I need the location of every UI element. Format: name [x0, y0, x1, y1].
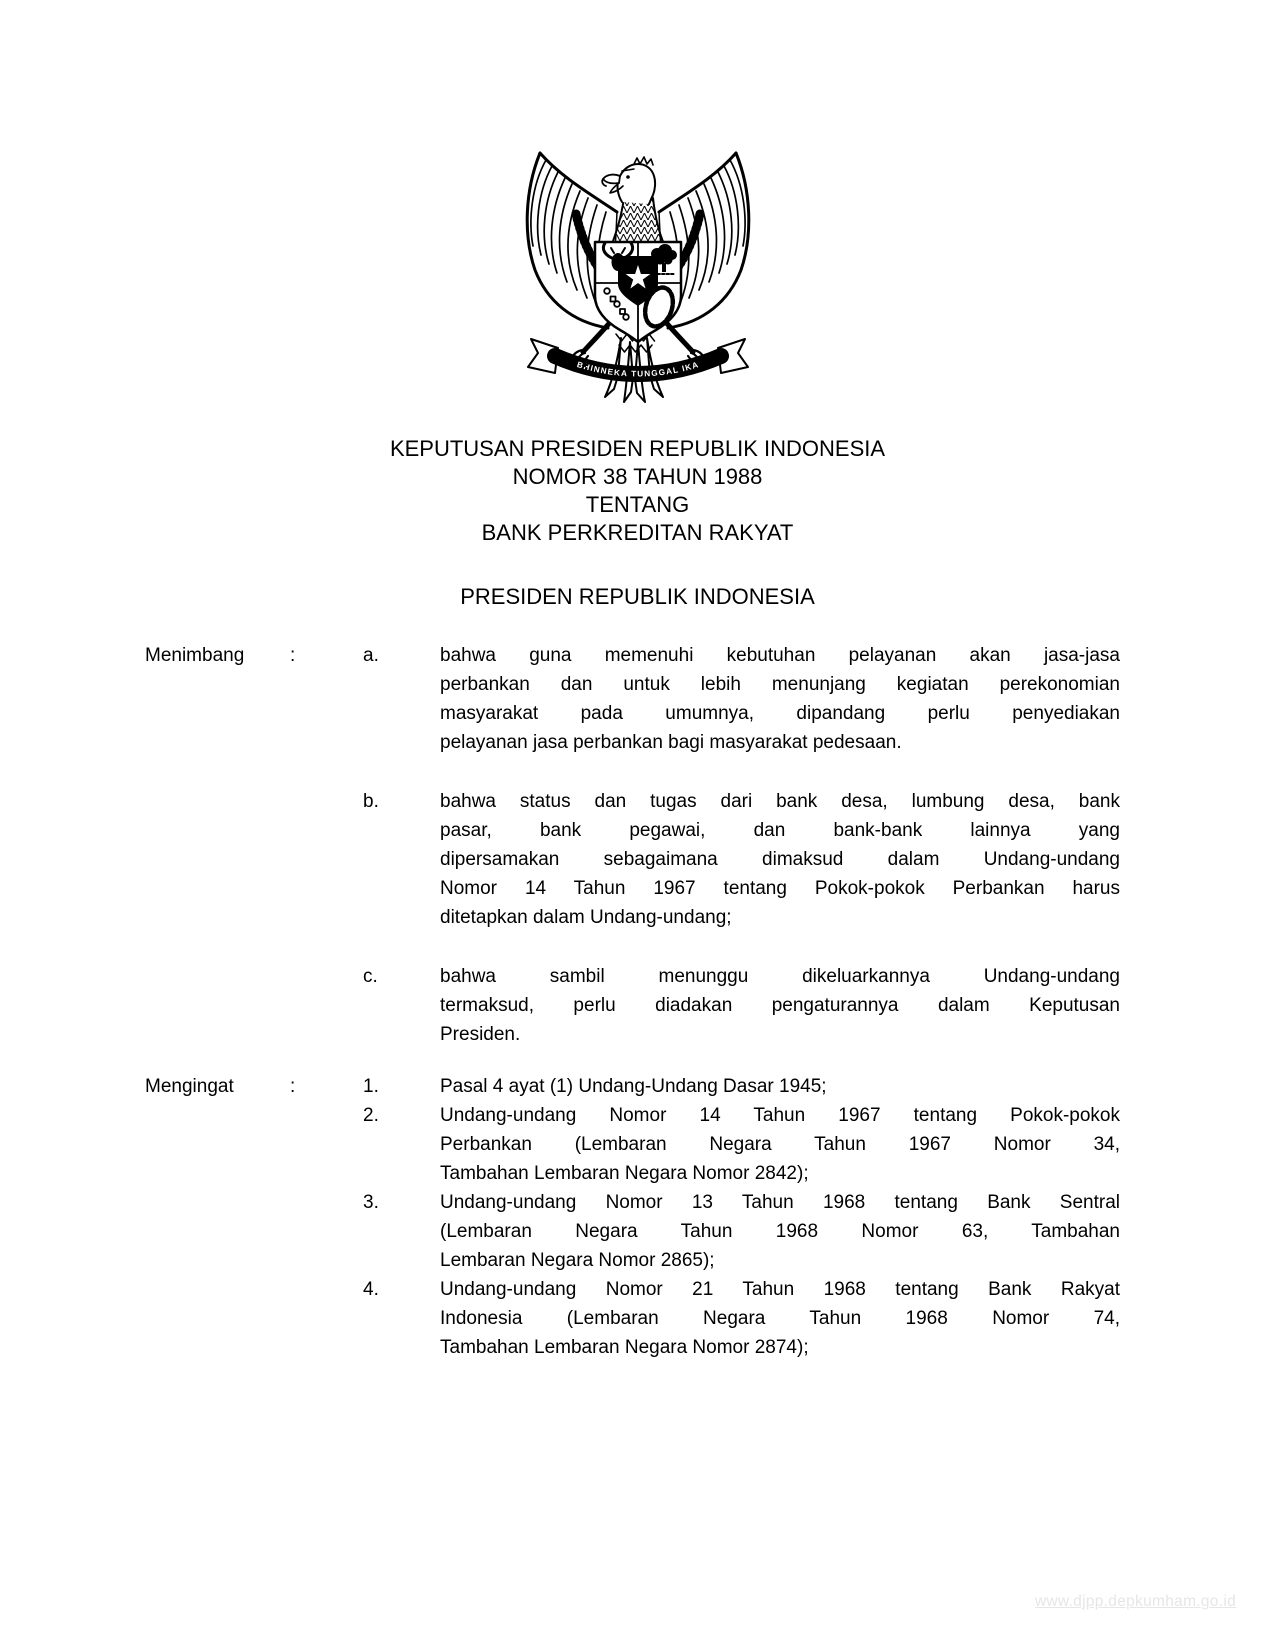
item-text: bahwa guna memenuhi kebutuhan pelayanan akan jasa-jasa perbankan dan untuk lebih menunjang kegiatan perekonomian masyarakat pada umumnya, dipandang perlu penyediakan pelayanan jasa perbankan bagi masyarakat pedesaan.: [440, 645, 1120, 753]
motto-text: BHINNEKA TUNGGAL IKA: [575, 360, 700, 379]
decree-title: [0, 435, 1275, 547]
decree-title-line-2: NOMOR 38 TAHUN 1988: [512, 464, 763, 489]
legal-basis-item-3: [363, 1188, 1120, 1275]
item-marker: 3.: [363, 1192, 379, 1213]
item-marker: c.: [363, 966, 378, 987]
item-text: Undang-undang Nomor 13 Tahun 1968 tentang Bank Sentral (Lembaran Negara Tahun 1968 Nomor 63, Tambahan Lembaran Negara Nomor 2865);: [440, 1192, 1120, 1271]
eagle-eye: [626, 175, 630, 179]
item-marker: 4.: [363, 1279, 379, 1300]
decree-title-line-1: KEPUTUSAN PRESIDEN REPUBLIK INDONESIA: [389, 436, 886, 461]
eagle-head: [602, 157, 655, 204]
item-marker: b.: [363, 791, 379, 812]
decree-title-line-3: TENTANG: [585, 492, 690, 517]
legal-basis-item-4: [363, 1275, 1120, 1362]
section-colon: :: [290, 645, 296, 666]
item-marker: 1.: [363, 1076, 379, 1097]
legal-basis-item-1: [363, 1072, 1120, 1101]
consideration-item-c: [363, 962, 1120, 1049]
item-text: Pasal 4 ayat (1) Undang-Undang Dasar 1945;: [440, 1076, 827, 1097]
subtitle-presiden: PRESIDEN REPUBLIK INDONESIA: [460, 584, 815, 609]
watermark-url: www.djpp.depkumham.go.id: [1034, 1593, 1236, 1610]
item-text: bahwa status dan tugas dari bank desa, lumbung desa, bank pasar, bank pegawai, dan bank-bank lainnya yang dipersamakan sebagaimana dimaksud dalam Undang-undang Nomor 14 Tahun 1967 tentang Pokok-pokok Perbankan harus ditetapkan dalam Undang-undang;: [440, 791, 1120, 928]
section-menimbang: [0, 641, 1275, 1049]
section-label-menimbang: Menimbang: [145, 645, 245, 666]
item-text: bahwa sambil menunggu dikeluarkannya Undang-undang termaksud, perlu diadakan pengaturannya dalam Keputusan Presiden.: [440, 966, 1120, 1045]
consideration-item-a: [363, 641, 1120, 757]
decree-title-line-4: BANK PERKREDITAN RAKYAT: [481, 520, 794, 545]
garuda-pancasila-emblem: [522, 150, 754, 405]
legal-basis-item-2: [363, 1101, 1120, 1188]
section-label-mengingat: Mengingat: [145, 1076, 234, 1097]
item-text: Undang-undang Nomor 21 Tahun 1968 tentang Bank Rakyat Indonesia (Lembaran Negara Tahun 1968 Nomor 74, Tambahan Lembaran Negara Nomor 2874);: [440, 1279, 1120, 1358]
item-marker: 2.: [363, 1105, 379, 1126]
consideration-item-b: [363, 787, 1120, 932]
item-text: Undang-undang Nomor 14 Tahun 1967 tentang Pokok-pokok Perbankan (Lembaran Negara Tahun 1967 Nomor 34, Tambahan Lembaran Negara Nomor 2842);: [440, 1105, 1120, 1184]
neck: [612, 198, 664, 244]
section-colon: :: [290, 1076, 296, 1097]
section-mengingat: [0, 1072, 1275, 1362]
item-marker: a.: [363, 645, 379, 666]
